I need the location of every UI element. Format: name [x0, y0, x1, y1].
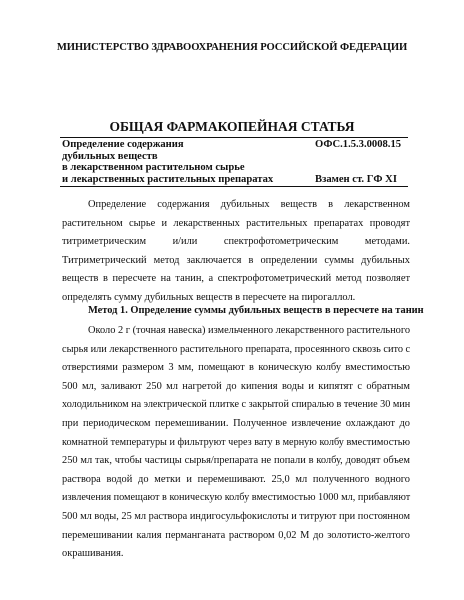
text-line: комнатной температуры и фильтруют через вату в мерную колбу вместимостью — [62, 436, 410, 448]
intro-paragraph — [62, 196, 410, 308]
article-title: ОБЩАЯ ФАРМАКОПЕЙНАЯ СТАТЬЯ — [109, 119, 355, 134]
text-line: отверстиями размером 3 мм, помещают в коническую колбу вместимостью — [62, 362, 410, 374]
text-line: извлечения помещают в коническую колбу вместимостью 1000 мл, прибавляют — [62, 492, 411, 504]
text-line: титриметрическим и/или спектрофотометрическим методами. — [62, 236, 410, 248]
subject-line: в лекарственном растительном сырье — [62, 162, 245, 174]
text-line: веществ в пересчете на танин, а спектрофотометрический метод позволяет — [62, 273, 410, 285]
article-code: ОФС.1.5.3.0008.15 — [315, 139, 402, 150]
text-line: 500 мл, заливают 250 мл нагретой до кипения воды и кипятят с обратным — [62, 380, 410, 392]
subject-line: Определение содержания — [62, 139, 184, 150]
text-line: Титриметрический метод заключается в определении суммы дубильных — [62, 254, 410, 266]
text-line: 500 мл воды, 25 мл раствора индигосульфокислоты и титруют при постоянном — [62, 510, 410, 522]
text-line: перемешивании калия перманганата раствором 0,02 М до золотисто-желтого — [62, 529, 410, 541]
method-heading: Метод 1. Определение суммы дубильных веществ в пересчете на танин — [88, 305, 424, 316]
text-line: определять сумму дубильных веществ в пересчете на пирогаллол. — [62, 291, 356, 303]
ministry-heading: МИНИСТЕРСТВО ЗДРАВООХРАНЕНИЯ РОССИЙСКОЙ ФЕДЕРАЦИИ — [56, 42, 408, 53]
text-line: 250 мл так, чтобы частицы сырья/препарата не попали в колбу, доводят объем — [62, 455, 410, 467]
text-line: сырья или лекарственного растительного препарата, просеянного сквозь сито с — [62, 343, 411, 355]
text-line: холодильником на электрической плитке с закрытой спиралью в течение 30 мин — [62, 399, 411, 411]
subject-line: дубильных веществ — [62, 150, 158, 162]
text-line: при периодическом перемешивании. Полученное извлечение охлаждают до — [62, 417, 410, 429]
text-line: растительном сырье и лекарственных растительных препаратах проводят — [62, 217, 410, 229]
header-rule-top — [60, 137, 408, 138]
article-subject — [62, 139, 312, 185]
replaces-note: Взамен ст. ГФ XI — [315, 174, 397, 185]
subject-line: и лекарственных растительных препаратах — [62, 173, 274, 185]
text-line: окрашивания. — [62, 548, 124, 560]
text-line: Определение содержания дубильных веществ в лекарственном — [88, 199, 410, 210]
header-rule-bottom — [60, 186, 408, 187]
text-line: раствора водой до метки и перемешивают. 25,0 мл полученного водного — [62, 473, 410, 485]
method-paragraph — [62, 322, 410, 564]
text-line: Около 2 г (точная навеска) измельченного лекарственного растительного — [88, 325, 410, 336]
